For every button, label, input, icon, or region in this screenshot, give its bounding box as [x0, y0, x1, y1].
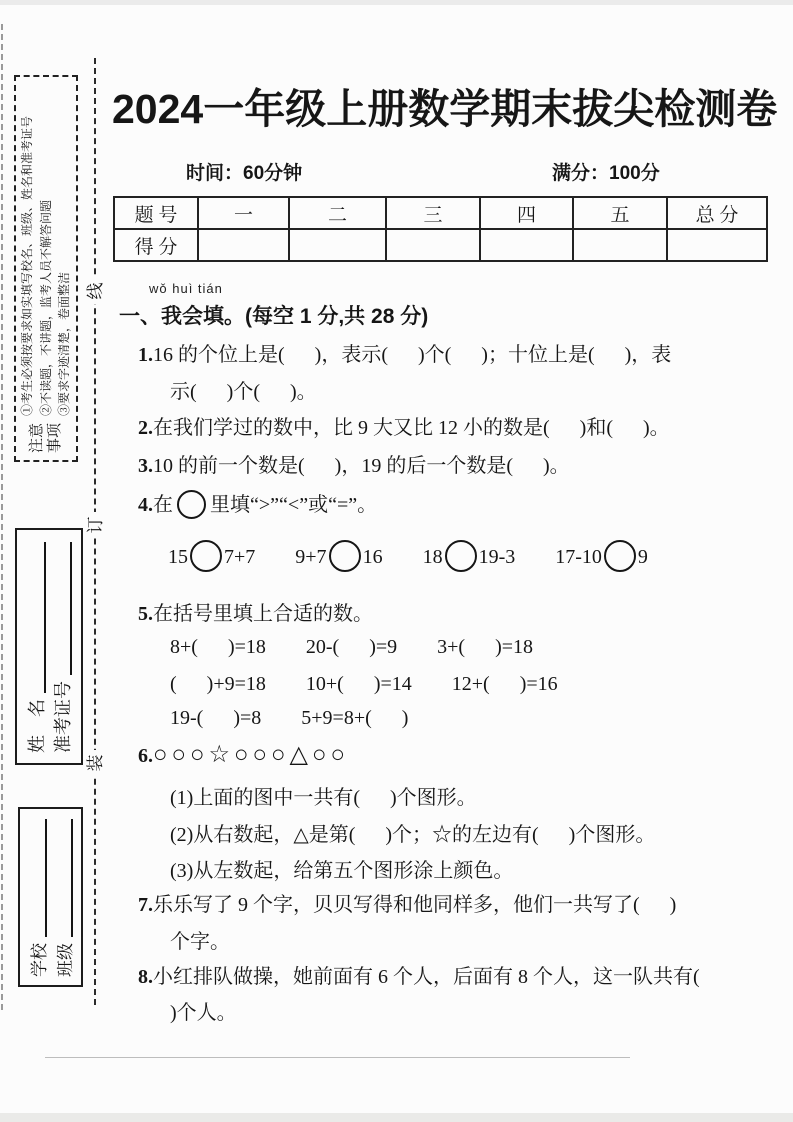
name-blank-line [32, 542, 46, 693]
compare-expression: 9+7 16 [295, 540, 382, 575]
section-heading: 一、我会填。(每空 1 分,共 28 分) [119, 305, 429, 328]
page-fold-line [45, 1057, 630, 1058]
question-1-line-1: 1.16 的个位上是( )，表示( )个( )；十位上是( )，表 [138, 344, 672, 366]
binding-char-ding: 订 [83, 512, 109, 538]
question-6-sub-2: (2)从右数起，△是第( )个；☆的左边有( )个图形。 [170, 824, 656, 846]
score-table [113, 196, 768, 262]
score-table-cell: 四 [480, 197, 573, 229]
question-4-expressions [168, 540, 648, 575]
answer-circle-icon [445, 540, 477, 572]
school-field: 学校 [25, 817, 50, 977]
question-3: 3.10 的前一个数是( )，19 的后一个数是( )。 [138, 455, 570, 477]
name-field: 姓 名 [23, 540, 49, 753]
score-table-empty-cell [198, 229, 289, 261]
question-5-row-2: ( )+9=18 10+( )=14 12+( )=16 [170, 673, 558, 695]
full-score-label: 满分：100分 [552, 163, 660, 184]
exam-no-field: 准考证号 [49, 540, 75, 753]
score-table-cell: 得 分 [114, 229, 198, 261]
score-table-header-row [114, 197, 767, 229]
school-class-box [18, 807, 83, 987]
question-5-row-3: 19-( )=8 5+9=8+( ) [170, 707, 409, 729]
question-6-sub-1: (1)上面的图中一共有( )个图形。 [170, 787, 477, 809]
notice-box [14, 75, 78, 462]
score-table-empty-cell [289, 229, 386, 261]
notice-label: 注意 事项 [29, 422, 63, 453]
question-7-line-2: 个字。 [170, 931, 230, 953]
score-table-score-row [114, 229, 767, 261]
notice-items [18, 116, 75, 416]
class-field: 班级 [51, 817, 76, 977]
score-table-cell: 一 [198, 197, 289, 229]
binding-char-zhuang: 装 [83, 750, 109, 776]
name-examno-box [15, 528, 83, 765]
page-left-edge-dashes [1, 24, 3, 1010]
question-6-sub-3: (3)从左数起，给第五个图形涂上颜色。 [170, 860, 514, 882]
notice-item: ①考生必须按要求如实填写校名、班级、姓名和准考证号 [19, 115, 34, 416]
exam-title: 2024一年级上册数学期末拔尖检测卷 [112, 86, 778, 132]
answer-circle-icon [177, 490, 206, 519]
question-5-row-1: 8+( )=18 20-( )=9 3+( )=18 [170, 636, 534, 658]
score-table-empty-cell [667, 229, 767, 261]
score-table-cell: 三 [386, 197, 480, 229]
score-table-empty-cell [573, 229, 667, 261]
compare-expression: 17-10 9 [555, 540, 648, 575]
question-2: 2.在我们学过的数中，比 9 大又比 12 小的数是( )和( )。 [138, 417, 670, 439]
compare-expression: 15 7+7 [168, 540, 255, 575]
score-table-empty-cell [386, 229, 480, 261]
time-limit-label: 时间：60分钟 [186, 163, 303, 184]
shape-sequence: ○○○☆○○○△○○ [153, 742, 349, 768]
page-top-edge [0, 0, 793, 5]
question-8-line-1: 8.小红排队做操，她前面有 6 个人，后面有 8 个人，这一队共有( [138, 966, 700, 988]
page-bottom-edge [0, 1113, 793, 1122]
score-table-cell: 总 分 [667, 197, 767, 229]
notice-item: ②不读题，不讲题，监考人员不解答问题 [38, 199, 53, 416]
score-table-cell: 五 [573, 197, 667, 229]
score-table-cell: 二 [289, 197, 386, 229]
question-6: 6.○○○☆○○○△○○ [138, 742, 349, 768]
answer-circle-icon [190, 540, 222, 572]
answer-circle-icon [329, 540, 361, 572]
class-blank-line [59, 819, 73, 937]
exam-no-blank-line [58, 542, 72, 675]
compare-expression: 18 19-3 [423, 540, 516, 575]
question-8-line-2: )个人。 [170, 1002, 237, 1024]
question-7-line-1: 7.乐乐写了 9 个字，贝贝写得和他同样多，他们一共写了( ) [138, 894, 677, 916]
notice-item: ③要求字迹清楚，卷面整洁 [57, 271, 72, 416]
section-pinyin: wǒ huì tián [149, 281, 223, 296]
school-blank-line [33, 819, 47, 937]
question-4: 4.在 里填“>”“<”或“=”。 [138, 488, 377, 523]
score-table-cell: 题 号 [114, 197, 198, 229]
score-table-empty-cell [480, 229, 573, 261]
question-5: 5.在括号里填上合适的数。 [138, 603, 373, 625]
binding-char-xian: 线 [83, 278, 109, 304]
question-1-line-2: 示( )个( )。 [170, 381, 317, 403]
answer-circle-icon [604, 540, 636, 572]
